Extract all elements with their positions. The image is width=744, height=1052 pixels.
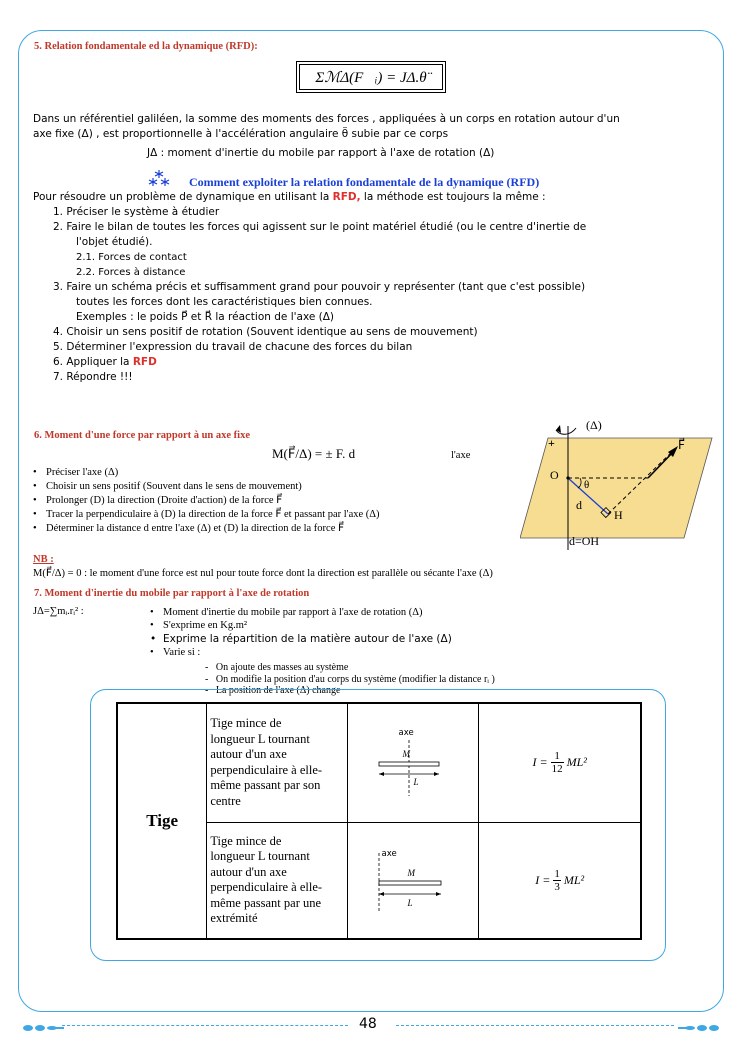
footer-line-right xyxy=(396,1025,674,1026)
rfd-statement-line-1: Dans un référentiel galiléen, la somme des moments des forces , appliquées à un corps en rotation autour d'un xyxy=(33,113,620,125)
variation-text: La position de l'axe (Δ) change xyxy=(215,685,341,696)
page-number: 48 xyxy=(359,1016,377,1032)
method-steps xyxy=(33,205,723,385)
step-1: 1. Préciser le système à étudier xyxy=(53,206,220,218)
section-7-title: 7. Moment d'inertie du mobile par rapport à l'axe de rotation xyxy=(34,588,310,599)
moment-step: • Tracer la perpendiculaire à (D) la direction de la force F⃗ et passant par l'axe (Δ) xyxy=(33,508,523,522)
row1-description xyxy=(207,703,348,822)
diagram-plus: + xyxy=(548,436,555,450)
j-definition: JΔ : moment d'inertie du mobile par rapport à l'axe de rotation (Δ) xyxy=(147,147,495,159)
step-2: 2. Faire le bilan de toutes les forces qui agissent sur le point matériel étudié (ou le centre d'inertie de xyxy=(53,221,587,233)
step-5: 5. Déterminer l'expression du travail de chacune des forces du bilan xyxy=(53,341,413,353)
desc-line: Tige mince de xyxy=(210,716,282,731)
method-intro-text: Pour résoudre un problème de dynamique en utilisant la xyxy=(33,191,333,203)
desc-line: centre xyxy=(210,793,241,808)
moment-steps-list xyxy=(33,466,523,536)
desc-line: même passant par son xyxy=(210,778,321,793)
step-7: 7. Répondre !!! xyxy=(53,371,133,383)
footer-ornament-left-icon xyxy=(22,1020,64,1030)
desc-line: perpendiculaire à elle- xyxy=(210,762,323,777)
moment-step: • Prolonger (D) la direction (Droite d'action) de la force F⃗ xyxy=(33,494,523,508)
rfd-statement-line-2: axe fixe (Δ) , est proportionnelle à l'accélération angulaire θ̈ subie par ce corps xyxy=(33,128,449,140)
variation-item: - On modifie la position d'au corps du système (modifier la distance rᵢ ) xyxy=(205,673,495,685)
rfd-formula: ΣℳΔ(F⃗ᵢ) = JΔ.θ̈ xyxy=(299,64,443,90)
desc-line: perpendiculaire à elle- xyxy=(210,880,323,895)
desc-line: autour d'un axe xyxy=(210,747,287,762)
formula-tail: ML² xyxy=(563,872,585,887)
table-label-cell xyxy=(117,703,207,939)
nb-title: NB : xyxy=(33,554,54,565)
row1-formula xyxy=(479,703,641,822)
variation-text: On modifie la position d'au corps du système (modifier la distance rᵢ ) xyxy=(215,673,495,685)
method-intro xyxy=(33,190,723,205)
footer-ornament-right-icon xyxy=(678,1020,720,1030)
section-5-title: 5. Relation fondamentale ed la dynamique (RFD): xyxy=(34,41,258,52)
desc-line: autour d'un axe xyxy=(210,864,287,879)
axe-word: l'axe xyxy=(451,450,471,461)
diagram-f-label: F⃗ xyxy=(678,438,685,452)
inertia-table xyxy=(116,702,642,940)
moment-step: • Déterminer la distance d entre l'axe (Δ) et (D) la direction de la force F⃗ xyxy=(33,522,523,536)
step-2-2: 2.2. Forces à distance xyxy=(76,267,186,278)
step-3: 3. Faire un schéma précis et suffisamment grand pour pouvoir y représenter (tant que c'est possible) xyxy=(53,281,586,293)
step-3-cont: toutes les forces dont les caractéristiques bien connues. xyxy=(76,296,373,308)
desc-line: Tige mince de xyxy=(210,833,282,848)
diagram-theta-label: θ xyxy=(584,479,590,491)
inertia-item: • Varie si : xyxy=(150,646,710,659)
fraction-den: 12 xyxy=(551,763,563,776)
rfd-formula-box xyxy=(296,61,446,93)
desc-line: longueur L tournant xyxy=(210,731,310,746)
row2-formula xyxy=(479,822,641,939)
footer-line-left xyxy=(62,1025,348,1026)
desc-line: même passant par une xyxy=(210,895,322,910)
rod-end-icon xyxy=(349,835,477,925)
desc-line: extrémité xyxy=(210,911,258,926)
moment-formula: M(F⃗/Δ) = ± F. d xyxy=(272,446,356,461)
moment-step: • Préciser l'axe (Δ) xyxy=(33,466,523,480)
step-3-example: Exemples : le poids P⃗ et R⃗ la réaction de l'axe (Δ) xyxy=(76,311,335,323)
rod2-mass-label: M xyxy=(407,868,415,879)
row2-figure xyxy=(348,822,479,939)
diagram-o-label: O xyxy=(550,468,559,482)
section-6-title: 6. Moment d'une force par rapport à un axe fixe xyxy=(34,430,251,441)
step-2-cont: l'objet étudié). xyxy=(76,236,153,248)
inertia-item: • Moment d'inertie du mobile par rapport à l'axe de rotation (Δ) xyxy=(150,606,710,619)
inertia-item: • Exprime la répartition de la matière autour de l'axe (Δ) xyxy=(150,632,710,646)
formula-tail: ML² xyxy=(566,755,587,770)
rod2-length-label: L xyxy=(407,898,413,909)
fraction-den: 3 xyxy=(554,880,560,893)
step-4: 4. Choisir un sens positif de rotation (Souvent identique au sens de mouvement) xyxy=(53,326,478,338)
step-2-1: 2.1. Forces de contact xyxy=(76,252,187,263)
method-intro-text-2: la méthode est toujours la même : xyxy=(360,191,546,203)
table-row xyxy=(117,703,641,822)
plane-shape xyxy=(520,438,712,538)
diagram-d-label: d xyxy=(576,498,582,512)
row2-description xyxy=(207,822,348,939)
rotation-arrow-head xyxy=(556,425,561,433)
snowflake-icon xyxy=(147,168,171,188)
variation-text: On ajoute des masses au système xyxy=(215,662,349,673)
rod1-axe-label: axe xyxy=(398,727,414,738)
formula-i: I = xyxy=(535,872,551,887)
diagram-axis-label: (Δ) xyxy=(586,418,602,432)
fraction-num: 1 xyxy=(554,750,560,763)
rfd-method xyxy=(33,190,723,385)
nb-text: M(F⃗/Δ) = 0 : le moment d'une force est nul pour toute force dont la direction est parallèle ou sécante l'axe (Δ) xyxy=(33,568,493,579)
variation-item: - La position de l'axe (Δ) change xyxy=(205,685,341,696)
step-6 xyxy=(53,355,723,370)
variation-item: - On ajoute des masses au système xyxy=(205,662,349,673)
rod1-length-label: L xyxy=(413,776,419,787)
fraction-num: 1 xyxy=(554,867,560,880)
inertia-item: • S'exprime en Kg.m² xyxy=(150,619,710,632)
step-6-rfd: RFD xyxy=(132,356,157,368)
row1-figure xyxy=(348,703,479,822)
rfd-statement xyxy=(33,112,713,142)
inertia-list xyxy=(150,606,710,659)
moment-step: • Choisir un sens positif (Souvent dans le sens de mouvement) xyxy=(33,480,523,494)
point-o xyxy=(566,476,569,479)
table-label: Tige xyxy=(146,811,179,830)
rfd-method-heading: Comment exploiter la relation fondamentale de la dynamique (RFD) xyxy=(189,175,540,189)
inertia-formula: JΔ=∑mᵢ.rᵢ² : xyxy=(33,606,84,617)
rod2-axe-label: axe xyxy=(381,849,397,860)
diagram-h-label: H xyxy=(614,508,623,522)
formula-i: I = xyxy=(532,755,548,770)
diagram-caption: d=OH xyxy=(569,534,600,548)
desc-line: longueur L tournant xyxy=(210,849,310,864)
step-6-text: 6. Appliquer la xyxy=(53,356,133,368)
method-intro-rfd: RFD, xyxy=(332,191,361,203)
rod1-mass-label: M xyxy=(402,748,410,759)
